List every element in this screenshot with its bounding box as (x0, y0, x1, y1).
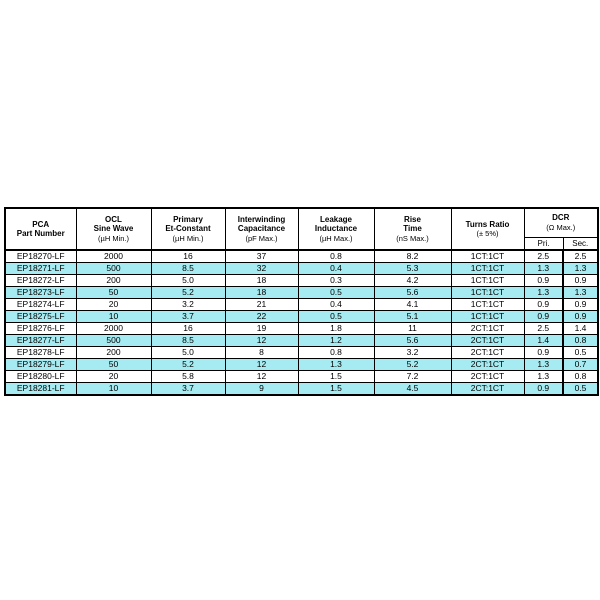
cell-interwinding-capacitance: 37 (225, 250, 298, 263)
cell-turns-ratio: 2CT:1CT (451, 383, 524, 396)
header-row-main (5, 208, 598, 237)
cell-ocl-sine-wave: 500 (76, 335, 151, 347)
cell-leakage-inductance: 0.3 (298, 275, 374, 287)
datasheet-page (4, 207, 599, 396)
cell-ocl-sine-wave: 200 (76, 347, 151, 359)
header-line: Capacitance (237, 224, 286, 234)
cell-dcr-pri: 1.3 (524, 287, 563, 299)
cell-interwinding-capacitance: 12 (225, 359, 298, 371)
cell-interwinding-capacitance: 18 (225, 275, 298, 287)
cell-interwinding-capacitance: 22 (225, 311, 298, 323)
cell-leakage-inductance: 1.5 (298, 371, 374, 383)
cell-dcr-pri: 0.9 (524, 275, 563, 287)
cell-part-number: EP18274-LF (5, 299, 76, 311)
cell-ocl-sine-wave: 20 (76, 299, 151, 311)
cell-ocl-sine-wave: 10 (76, 383, 151, 396)
cell-leakage-inductance: 0.8 (298, 250, 374, 263)
header-line: Et-Constant (165, 224, 211, 234)
table-row (5, 311, 598, 323)
cell-rise-time: 5.6 (374, 335, 451, 347)
cell-interwinding-capacitance: 9 (225, 383, 298, 396)
table-row (5, 347, 598, 359)
header-unit: (µH Min.) (172, 233, 204, 243)
cell-rise-time: 3.2 (374, 347, 451, 359)
cell-part-number: EP18278-LF (5, 347, 76, 359)
cell-ocl-sine-wave: 500 (76, 263, 151, 275)
col-header-dcr-pri: Pri. (524, 237, 563, 250)
header-line: Sine Wave (93, 224, 134, 234)
table-row (5, 275, 598, 287)
cell-ocl-sine-wave: 50 (76, 287, 151, 299)
header-unit: (± 5%) (476, 229, 499, 238)
header-unit: (nS Max.) (396, 233, 429, 243)
cell-ocl-sine-wave: 200 (76, 275, 151, 287)
cell-dcr-sec: 0.8 (563, 335, 598, 347)
cell-dcr-pri: 1.3 (524, 371, 563, 383)
table-row (5, 287, 598, 299)
cell-dcr-pri: 0.9 (524, 299, 563, 311)
cell-turns-ratio: 1CT:1CT (451, 263, 524, 275)
header-line: Rise (404, 214, 421, 224)
col-header-part-number (5, 208, 76, 250)
header-unit: (Ω Max.) (546, 222, 576, 232)
cell-dcr-pri: 1.3 (524, 263, 563, 275)
cell-ocl-sine-wave: 20 (76, 371, 151, 383)
col-header-turns-ratio (451, 208, 524, 250)
cell-dcr-sec: 0.9 (563, 299, 598, 311)
cell-ocl-sine-wave: 50 (76, 359, 151, 371)
col-header-leakage-inductance (298, 208, 374, 250)
cell-primary-et-constant: 8.5 (151, 263, 225, 275)
cell-turns-ratio: 2CT:1CT (451, 347, 524, 359)
table-row (5, 263, 598, 275)
cell-leakage-inductance: 0.4 (298, 299, 374, 311)
cell-ocl-sine-wave: 2000 (76, 250, 151, 263)
cell-rise-time: 5.3 (374, 263, 451, 275)
col-header-primary-et-constant (151, 208, 225, 250)
cell-rise-time: 5.6 (374, 287, 451, 299)
cell-turns-ratio: 1CT:1CT (451, 311, 524, 323)
cell-part-number: EP18280-LF (5, 371, 76, 383)
cell-primary-et-constant: 5.2 (151, 287, 225, 299)
cell-primary-et-constant: 3.7 (151, 383, 225, 396)
cell-rise-time: 4.2 (374, 275, 451, 287)
cell-interwinding-capacitance: 21 (225, 299, 298, 311)
cell-turns-ratio: 2CT:1CT (451, 359, 524, 371)
cell-rise-time: 4.1 (374, 299, 451, 311)
cell-interwinding-capacitance: 12 (225, 371, 298, 383)
cell-part-number: EP18270-LF (5, 250, 76, 263)
header-line: Time (403, 224, 422, 234)
cell-turns-ratio: 2CT:1CT (451, 335, 524, 347)
cell-part-number: EP18279-LF (5, 359, 76, 371)
cell-leakage-inductance: 1.5 (298, 383, 374, 396)
cell-leakage-inductance: 1.8 (298, 323, 374, 335)
cell-interwinding-capacitance: 19 (225, 323, 298, 335)
header-line: DCR (552, 213, 570, 223)
spec-table-body (5, 250, 598, 395)
cell-dcr-pri: 0.9 (524, 383, 563, 396)
cell-primary-et-constant: 8.5 (151, 335, 225, 347)
table-row (5, 371, 598, 383)
spec-table (4, 207, 599, 396)
cell-rise-time: 5.1 (374, 311, 451, 323)
cell-primary-et-constant: 3.7 (151, 311, 225, 323)
cell-leakage-inductance: 0.4 (298, 263, 374, 275)
table-row (5, 359, 598, 371)
cell-interwinding-capacitance: 32 (225, 263, 298, 275)
cell-ocl-sine-wave: 10 (76, 311, 151, 323)
cell-turns-ratio: 1CT:1CT (451, 299, 524, 311)
cell-leakage-inductance: 1.3 (298, 359, 374, 371)
cell-part-number: EP18275-LF (5, 311, 76, 323)
table-row (5, 323, 598, 335)
table-row (5, 335, 598, 347)
header-line: Inductance (314, 224, 358, 234)
header-line: Part Number (16, 229, 65, 238)
cell-leakage-inductance: 0.5 (298, 311, 374, 323)
cell-turns-ratio: 1CT:1CT (451, 287, 524, 299)
cell-dcr-pri: 2.5 (524, 323, 563, 335)
cell-interwinding-capacitance: 12 (225, 335, 298, 347)
header-line: Turns Ratio (465, 219, 510, 229)
cell-rise-time: 5.2 (374, 359, 451, 371)
header-unit: (µH Max.) (319, 233, 353, 243)
cell-part-number: EP18277-LF (5, 335, 76, 347)
cell-primary-et-constant: 5.0 (151, 275, 225, 287)
col-header-ocl-sine-wave (76, 208, 151, 250)
cell-dcr-pri: 0.9 (524, 347, 563, 359)
cell-dcr-sec: 0.8 (563, 371, 598, 383)
cell-dcr-sec: 0.9 (563, 275, 598, 287)
cell-primary-et-constant: 5.2 (151, 359, 225, 371)
cell-dcr-sec: 1.3 (563, 263, 598, 275)
cell-part-number: EP18281-LF (5, 383, 76, 396)
cell-part-number: EP18276-LF (5, 323, 76, 335)
col-header-dcr (524, 208, 598, 237)
cell-dcr-pri: 1.3 (524, 359, 563, 371)
cell-dcr-sec: 1.3 (563, 287, 598, 299)
header-unit: (µH Min.) (98, 233, 129, 243)
cell-interwinding-capacitance: 8 (225, 347, 298, 359)
cell-dcr-sec: 2.5 (563, 250, 598, 263)
cell-rise-time: 4.5 (374, 383, 451, 396)
cell-dcr-sec: 0.7 (563, 359, 598, 371)
cell-interwinding-capacitance: 18 (225, 287, 298, 299)
cell-leakage-inductance: 0.8 (298, 347, 374, 359)
table-row (5, 250, 598, 263)
cell-turns-ratio: 2CT:1CT (451, 371, 524, 383)
cell-rise-time: 7.2 (374, 371, 451, 383)
header-line: Leakage (319, 214, 353, 224)
table-header (5, 208, 598, 250)
col-header-rise-time (374, 208, 451, 250)
cell-turns-ratio: 1CT:1CT (451, 250, 524, 263)
cell-primary-et-constant: 16 (151, 323, 225, 335)
cell-dcr-sec: 1.4 (563, 323, 598, 335)
header-unit: (pF Max.) (245, 233, 278, 243)
col-header-dcr-sec: Sec. (563, 237, 598, 250)
cell-part-number: EP18273-LF (5, 287, 76, 299)
cell-leakage-inductance: 1.2 (298, 335, 374, 347)
table-row (5, 383, 598, 396)
cell-rise-time: 8.2 (374, 250, 451, 263)
cell-dcr-sec: 0.9 (563, 311, 598, 323)
header-line: PCA (32, 219, 50, 229)
cell-dcr-pri: 1.4 (524, 335, 563, 347)
cell-part-number: EP18271-LF (5, 263, 76, 275)
cell-dcr-sec: 0.5 (563, 383, 598, 396)
cell-primary-et-constant: 3.2 (151, 299, 225, 311)
cell-primary-et-constant: 5.8 (151, 371, 225, 383)
cell-turns-ratio: 1CT:1CT (451, 275, 524, 287)
header-line: Primary (173, 214, 203, 224)
cell-leakage-inductance: 0.5 (298, 287, 374, 299)
cell-part-number: EP18272-LF (5, 275, 76, 287)
header-line: OCL (105, 214, 122, 224)
table-row (5, 299, 598, 311)
cell-primary-et-constant: 5.0 (151, 347, 225, 359)
col-header-interwinding-capacitance (225, 208, 298, 250)
cell-dcr-pri: 0.9 (524, 311, 563, 323)
cell-primary-et-constant: 16 (151, 250, 225, 263)
cell-dcr-sec: 0.5 (563, 347, 598, 359)
header-line: Interwinding (237, 214, 286, 224)
cell-turns-ratio: 2CT:1CT (451, 323, 524, 335)
cell-ocl-sine-wave: 2000 (76, 323, 151, 335)
cell-dcr-pri: 2.5 (524, 250, 563, 263)
cell-rise-time: 11 (374, 323, 451, 335)
